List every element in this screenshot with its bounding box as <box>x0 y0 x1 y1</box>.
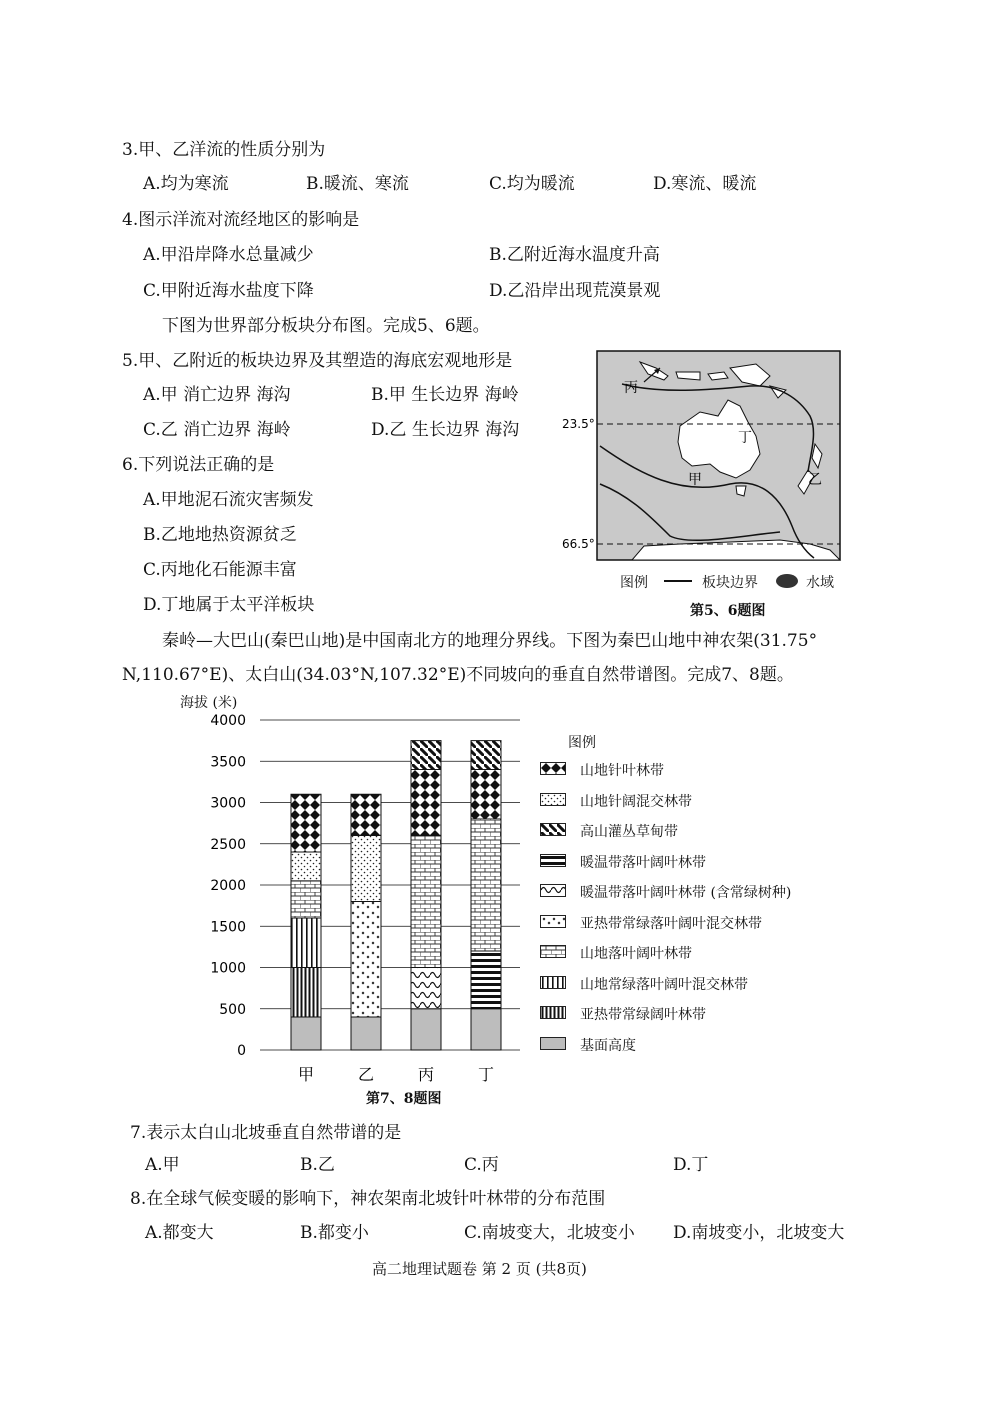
zone-segment-conifer <box>351 794 381 835</box>
zone-segment-warm <box>471 951 501 1009</box>
q3-option-c: C.均为暖流 <box>489 174 575 194</box>
q7-option-b: B.乙 <box>300 1155 335 1175</box>
map-label-yi: 乙 <box>808 472 822 488</box>
legend-swatch-warmeg <box>540 884 566 897</box>
y-tick-label: 3500 <box>210 754 246 771</box>
legend-swatch-montdec <box>540 945 566 958</box>
legend-swatch-mixed <box>540 793 566 806</box>
legend-swatch-subevdec <box>540 915 566 928</box>
q3-option-d: D.寒流、暖流 <box>653 174 757 194</box>
legend-label-montevdec: 山地常绿落叶阔叶混交林带 <box>580 976 748 993</box>
category-label: 丁 <box>477 1065 495 1084</box>
q7-option-a: A.甲 <box>145 1155 180 1175</box>
map-lat-label-2: 66.5° <box>562 537 595 551</box>
y-tick-label: 500 <box>219 1001 246 1018</box>
intro-7-8-line1: 秦岭—大巴山(秦巴山地)是中国南北方的地理分界线。下图为秦巴山地中神农架(31.75° <box>162 631 818 651</box>
map-legend-title: 图例 <box>620 575 648 591</box>
plate-map-figure <box>560 346 880 608</box>
q5-option-d: D.乙 生长边界 海沟 <box>371 420 520 440</box>
zone-segment-montdec <box>291 881 321 918</box>
zone-segment-base <box>411 1009 441 1050</box>
q5-option-a: A.甲 消亡边界 海沟 <box>143 385 291 405</box>
q6-stem: 6.下列说法正确的是 <box>122 455 275 475</box>
y-tick-label: 2000 <box>210 878 246 894</box>
vegetation-zone-chart <box>180 700 880 1110</box>
zone-segment-warmeg <box>411 968 441 1009</box>
legend-swatch-subev <box>540 1006 566 1019</box>
zone-segment-subevdec <box>351 902 381 1018</box>
map-label-bing: 丙 <box>624 380 638 396</box>
q8-stem: 8.在全球气候变暖的影响下，神农架南北坡针叶林带的分布范围 <box>130 1189 606 1209</box>
zone-segment-base <box>471 1009 501 1050</box>
category-label: 丙 <box>417 1065 435 1084</box>
map-caption: 第5、6题图 <box>690 603 766 619</box>
q6-option-d: D.丁地属于太平洋板块 <box>143 595 315 615</box>
intro-7-8-line2: N,110.67°E)、太白山(34.03°N,107.32°E)不同坡向的垂直自然带谱图。完成7、8题。 <box>122 665 794 685</box>
q4-option-c: C.甲附近海水盐度下降 <box>143 281 314 301</box>
map-lat-label-1: 23.5° <box>562 417 595 431</box>
zone-segment-montdec <box>471 819 501 951</box>
legend-label-conifer: 山地针叶林带 <box>580 763 664 779</box>
legend-label-base: 基面高度 <box>580 1037 636 1054</box>
q4-stem: 4.图示洋流对流经地区的影响是 <box>122 210 360 230</box>
zone-segment-montdec <box>411 836 441 968</box>
y-tick-label: 1500 <box>210 919 246 936</box>
q8-option-d: D.南坡变小，北坡变大 <box>673 1223 845 1243</box>
map-legend-water-label: 水域 <box>806 575 834 591</box>
zone-segment-mixed <box>351 836 381 902</box>
chart-caption: 第7、8题图 <box>366 1091 442 1107</box>
map-legend-boundary-label: 板块边界 <box>702 575 758 591</box>
legend-label-warm: 暖温带落叶阔叶林带 <box>580 854 706 871</box>
q3-option-a: A.均为寒流 <box>143 174 229 194</box>
q8-option-a: A.都变大 <box>145 1223 214 1243</box>
q5-option-c: C.乙 消亡边界 海岭 <box>143 420 291 440</box>
legend-swatch-shrub <box>540 823 566 836</box>
legend-swatch-warm <box>540 854 566 867</box>
q8-option-b: B.都变小 <box>300 1223 369 1243</box>
plate-map <box>560 346 880 608</box>
q6-option-b: B.乙地地热资源贫乏 <box>143 525 297 545</box>
q3-option-b: B.暖流、寒流 <box>306 174 409 194</box>
map-legend-boundary-line <box>664 580 692 582</box>
legend-label-warmeg: 暖温带落叶阔叶林带 (含常绿树种) <box>580 885 792 901</box>
legend-swatch-montevdec <box>540 976 566 989</box>
q5-stem: 5.甲、乙附近的板块边界及其塑造的海底宏观地形是 <box>122 351 513 371</box>
zone-segment-conifer <box>411 770 441 836</box>
map-label-ding: 丁 <box>738 430 752 446</box>
island-east <box>708 372 728 380</box>
y-tick-label: 0 <box>237 1043 246 1059</box>
legend-swatch-base <box>540 1037 566 1050</box>
zone-segment-conifer <box>471 770 501 820</box>
category-label: 乙 <box>357 1065 375 1084</box>
zone-segment-shrub <box>471 741 501 770</box>
map-legend-water-swatch <box>776 574 798 588</box>
zone-segment-base <box>351 1017 381 1050</box>
chart-legend-title: 图例 <box>568 735 596 751</box>
q6-option-c: C.丙地化石能源丰富 <box>143 560 297 580</box>
q7-option-c: C.丙 <box>464 1155 499 1175</box>
q7-stem: 7.表示太白山北坡垂直自然带谱的是 <box>130 1123 402 1143</box>
y-tick-label: 1000 <box>210 960 246 977</box>
y-tick-label: 3000 <box>210 795 246 812</box>
q8-option-c: C.南坡变大，北坡变小 <box>464 1223 635 1243</box>
page-footer: 高二地理试题卷 第 2 页 (共8页) <box>372 1260 587 1278</box>
q4-option-b: B.乙附近海水温度升高 <box>489 245 660 265</box>
legend-swatch-conifer <box>540 762 566 775</box>
zone-segment-subev <box>291 968 321 1018</box>
zone-segment-base <box>291 1017 321 1050</box>
zone-segment-shrub <box>411 741 441 770</box>
q3-stem: 3.甲、乙洋流的性质分别为 <box>122 140 326 160</box>
legend-label-mixed: 山地针阔混交林带 <box>580 793 692 810</box>
intro-5-6: 下图为世界部分板块分布图。完成5、6题。 <box>162 316 490 336</box>
legend-label-subev: 亚热带常绿阔叶林带 <box>580 1007 706 1023</box>
chart-ylabel: 海拔 (米) <box>180 695 238 711</box>
map-label-jia: 甲 <box>688 472 702 488</box>
q4-option-a: A.甲沿岸降水总量减少 <box>143 245 314 265</box>
tasmania-landmass <box>736 486 746 496</box>
legend-label-shrub: 高山灌丛草甸带 <box>580 824 678 840</box>
y-tick-label: 2500 <box>210 836 246 853</box>
q6-option-a: A.甲地泥石流灾害频发 <box>143 490 314 510</box>
q4-option-d: D.乙沿岸出现荒漠景观 <box>489 281 661 301</box>
zone-segment-conifer <box>291 794 321 852</box>
category-label: 甲 <box>297 1065 315 1084</box>
legend-label-montdec: 山地落叶阔叶林带 <box>580 946 692 962</box>
q7-option-d: D.丁 <box>673 1155 709 1175</box>
q5-option-b: B.甲 生长边界 海岭 <box>371 385 519 405</box>
legend-label-subevdec: 亚热带常绿落叶阔叶混交林带 <box>580 915 762 932</box>
zone-segment-mixed <box>291 852 321 881</box>
y-tick-label: 4000 <box>210 713 246 729</box>
zone-segment-montevdec <box>291 918 321 968</box>
